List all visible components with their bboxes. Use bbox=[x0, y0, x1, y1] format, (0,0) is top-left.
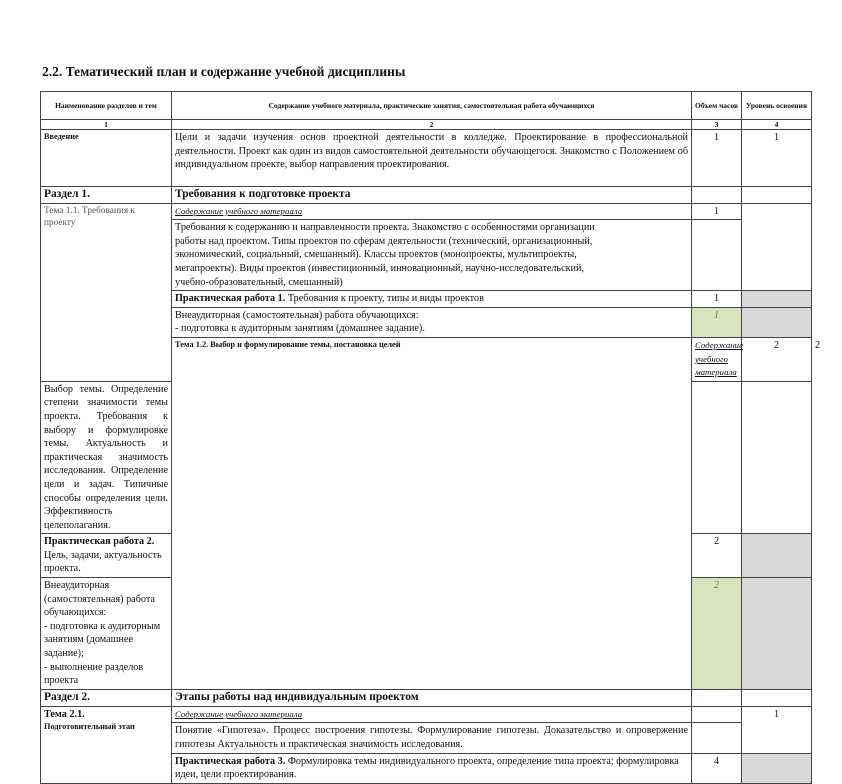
topic-1-1-selfwork: Внеаудиторная (самостоятельная) работа обучающихся: - подготовка к аудиторным занятиям (домашнее задание). bbox=[172, 307, 692, 337]
topic-1-2-practice-hours: 2 bbox=[692, 534, 742, 578]
topic-1-2-content-label: Содержание учебного материала bbox=[692, 337, 742, 381]
table-row bbox=[41, 706, 812, 723]
table-row: Тема 1.2. Выбор и формулирование темы, постановка целей Содержание учебного материала 2 2 bbox=[41, 337, 812, 381]
topic-1-2-name: Тема 1.2. Выбор и формулирование темы, постановка целей bbox=[172, 337, 692, 689]
header-content: Содержание учебного материала, практические занятия, самостоятельная работа обучающихся bbox=[172, 92, 692, 120]
column-number: 3 bbox=[692, 120, 742, 130]
column-number-row bbox=[41, 120, 812, 130]
section-row bbox=[41, 689, 812, 706]
topic-2-1-level: 1 bbox=[742, 706, 812, 753]
topic-2-1-content-label: Содержание учебного материала bbox=[172, 706, 692, 723]
topic-1-2-practice: Практическая работа 2. Цель, задачи, актуальность проекта. bbox=[41, 534, 172, 578]
topic-1-1-name: Тема 1.1. Требования к проекту bbox=[41, 203, 172, 381]
thematic-plan-table bbox=[40, 91, 821, 784]
row-content-intro: Цели и задачи изучения основ проектной деятельности в колледже. Проектирование в профессиональной деятельности. Проект как один из видов самостоятельной деятельности обучающегося. Знакомство с Положением об индивидуальном проекте, выбор направления проектирования. bbox=[172, 130, 692, 187]
topic-1-1-practice-hours: 1 bbox=[692, 291, 742, 308]
section-2-name: Раздел 2. bbox=[41, 689, 172, 706]
section-row bbox=[41, 187, 812, 204]
section-2-title: Этапы работы над индивидуальным проектом bbox=[172, 689, 692, 706]
topic-1-1-selfwork-hours: 1 bbox=[692, 307, 742, 337]
row-name-intro: Введение bbox=[41, 130, 172, 187]
table-row bbox=[41, 130, 812, 187]
row-level-intro: 1 bbox=[742, 130, 812, 187]
topic-2-1-name: Тема 2.1. Подготовительный этап bbox=[41, 706, 172, 783]
column-number: 1 bbox=[41, 120, 172, 130]
topic-1-1-content-label: Содержание учебного материала bbox=[172, 203, 692, 220]
topic-1-2-selfwork: Внеаудиторная (самостоятельная) работа обучающихся: - подготовка к аудиторным занятиям (домашнее задание); - выполнение разделов проекта bbox=[41, 578, 172, 690]
column-number: 4 bbox=[742, 120, 812, 130]
topic-2-1-content: Понятие «Гипотеза». Процесс построения гипотезы. Формулирование гипотезы. Доказательство и опровержение гипотезы Актуальность и практическая значимость исследования. bbox=[172, 723, 692, 753]
topic-1-1-content-hours: 1 bbox=[692, 203, 742, 220]
topic-1-1-content: Требования к содержанию и направленности проекта. Знакомство с особенностями организации работы над проектом. Типы проектов по сферам деятельности (технический, организационный, экономический, социальный, смешанный). Классы проектов (монопроекты, мультипроекты, мегапроекты). Виды проектов (инвестиционный, инновационный, научно-исследовательский, учебно-образовательный, смешанный) bbox=[172, 220, 692, 291]
row-hours-intro: 1 bbox=[692, 130, 742, 187]
topic-1-2-content: Выбор темы. Определение степени значимости темы проекта. Требования к выбору и формулировке темы. Актуальность и практическая значимость исследования. Определение цели и задач. Типичные способы определения цели. Эффективность целеполагания. bbox=[41, 381, 172, 534]
page-title: 2.2. Тематический план и содержание учебной дисциплины bbox=[42, 64, 406, 79]
topic-1-1-practice: Практическая работа 1. Требования к проекту, типы и виды проектов bbox=[172, 291, 692, 308]
topic-2-1-practice-hours: 4 bbox=[692, 753, 742, 783]
header-level: Уровень освоения bbox=[742, 92, 812, 120]
header-sections: Наименование разделов и тем bbox=[41, 92, 172, 120]
table-row bbox=[41, 203, 812, 220]
section-1-title: Требования к подготовке проекта bbox=[172, 187, 692, 204]
topic-1-2-selfwork-hours: 2 bbox=[692, 578, 742, 690]
topic-1-2-content-hours: 2 bbox=[742, 337, 812, 381]
topic-2-1-practice: Практическая работа 3. Формулировка темы индивидуального проекта, определение типа проекта; формулировка идеи, цели проектирования. bbox=[172, 753, 692, 783]
header-hours: Объем часов bbox=[692, 92, 742, 120]
section-1-name: Раздел 1. bbox=[41, 187, 172, 204]
table-header-row bbox=[41, 92, 812, 120]
column-number: 2 bbox=[172, 120, 692, 130]
